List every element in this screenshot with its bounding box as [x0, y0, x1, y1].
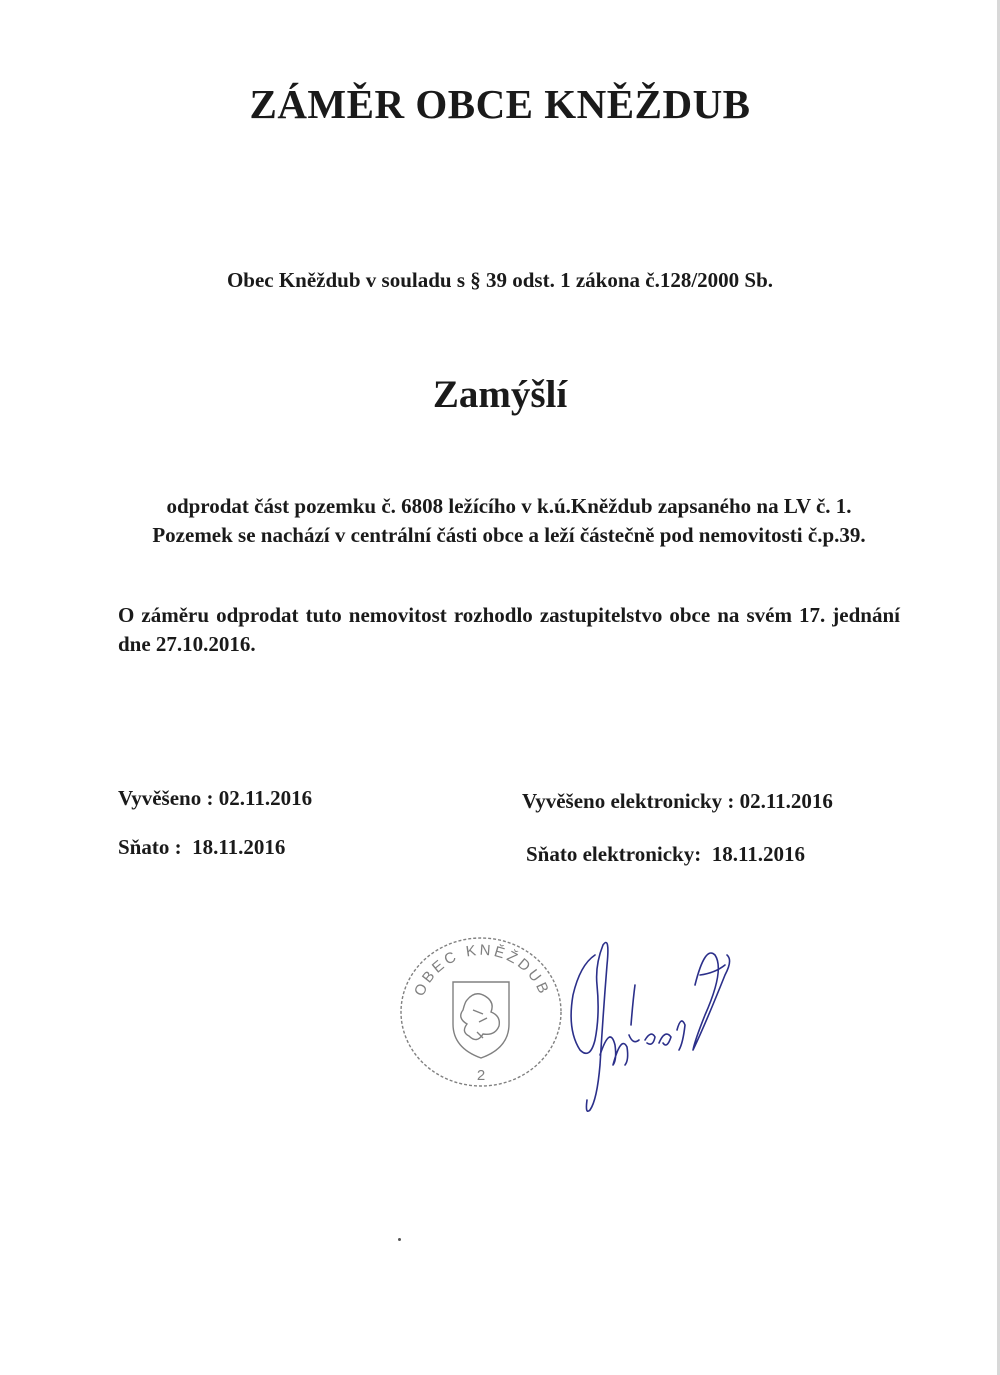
intent-heading: Zamýšlí	[432, 373, 568, 416]
posted-electronic-date: Vyvěšeno elektronicky : 02.11.2016	[522, 789, 833, 813]
removed-electronic-date: Sňato elektronicky: 18.11.2016	[526, 842, 806, 866]
municipal-stamp	[393, 930, 568, 1090]
posted-date: Vyvěšeno : 02.11.2016	[118, 786, 313, 810]
svg-text:2: 2	[476, 1067, 486, 1084]
removed-date: Sňato : 18.11.2016	[118, 835, 286, 859]
intent-line-1: odprodat část pozemku č. 6808 ležícího v k.ú.Kněždub zapsaného na LV č. 1.	[166, 494, 852, 518]
scan-speck	[398, 1238, 401, 1241]
legal-basis-line: Obec Kněždub v souladu s § 39 odst. 1 zákona č.128/2000 Sb.	[226, 268, 774, 292]
intent-line-2: Pozemek se nachází v centrální části obce a leží částečně pod nemovitosti č.p.39.	[152, 523, 866, 547]
mayor-signature	[555, 925, 740, 1125]
document-title: ZÁMĚR OBCE KNĚŽDUB	[249, 81, 751, 127]
svg-text:OBEC KNĚŽDUB: OBEC KNĚŽDUB	[411, 941, 553, 999]
decision-paragraph: O záměru odprodat tuto nemovitost rozhodlo zastupitelstvo obce na svém 17. jednání dne 27.10.2016.	[118, 603, 900, 656]
intent-paragraph	[118, 492, 900, 550]
